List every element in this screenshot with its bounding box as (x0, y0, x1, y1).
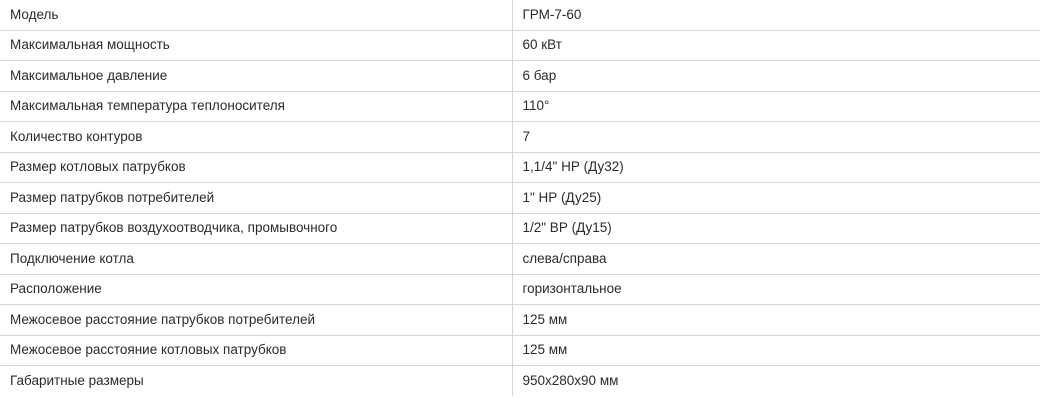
spec-value: ГРМ-7-60 (512, 0, 1040, 30)
spec-value: 60 кВт (512, 30, 1040, 61)
table-row (0, 183, 1040, 214)
spec-value: слева/справа (512, 244, 1040, 275)
spec-label: Максимальная температура теплоносителя (0, 91, 512, 122)
table-row (0, 213, 1040, 244)
spec-label: Межосевое расстояние патрубков потребителей (0, 305, 512, 336)
table-row (0, 91, 1040, 122)
spec-value: 125 мм (512, 305, 1040, 336)
spec-value: 1,1/4" НР (Ду32) (512, 152, 1040, 183)
spec-value: 110° (512, 91, 1040, 122)
spec-value: 125 мм (512, 335, 1040, 366)
spec-label: Расположение (0, 274, 512, 305)
table-row (0, 152, 1040, 183)
spec-label: Количество контуров (0, 122, 512, 153)
spec-label: Подключение котла (0, 244, 512, 275)
table-row (0, 335, 1040, 366)
spec-value: 950х280х90 мм (512, 366, 1040, 396)
spec-label: Максимальное давление (0, 61, 512, 92)
table-row (0, 305, 1040, 336)
table-row (0, 30, 1040, 61)
spec-label: Модель (0, 0, 512, 30)
table-row (0, 0, 1040, 30)
table-row (0, 61, 1040, 92)
spec-value: 7 (512, 122, 1040, 153)
spec-label: Габаритные размеры (0, 366, 512, 396)
table-row (0, 244, 1040, 275)
table-row (0, 122, 1040, 153)
spec-label: Размер патрубков потребителей (0, 183, 512, 214)
table-row (0, 366, 1040, 396)
table-row (0, 274, 1040, 305)
spec-value: 6 бар (512, 61, 1040, 92)
spec-label: Размер патрубков воздухоотводчика, промывочного (0, 213, 512, 244)
spec-label: Межосевое расстояние котловых патрубков (0, 335, 512, 366)
spec-value: 1" НР (Ду25) (512, 183, 1040, 214)
spec-label: Размер котловых патрубков (0, 152, 512, 183)
spec-label: Максимальная мощность (0, 30, 512, 61)
spec-value: горизонтальное (512, 274, 1040, 305)
spec-value: 1/2" ВР (Ду15) (512, 213, 1040, 244)
